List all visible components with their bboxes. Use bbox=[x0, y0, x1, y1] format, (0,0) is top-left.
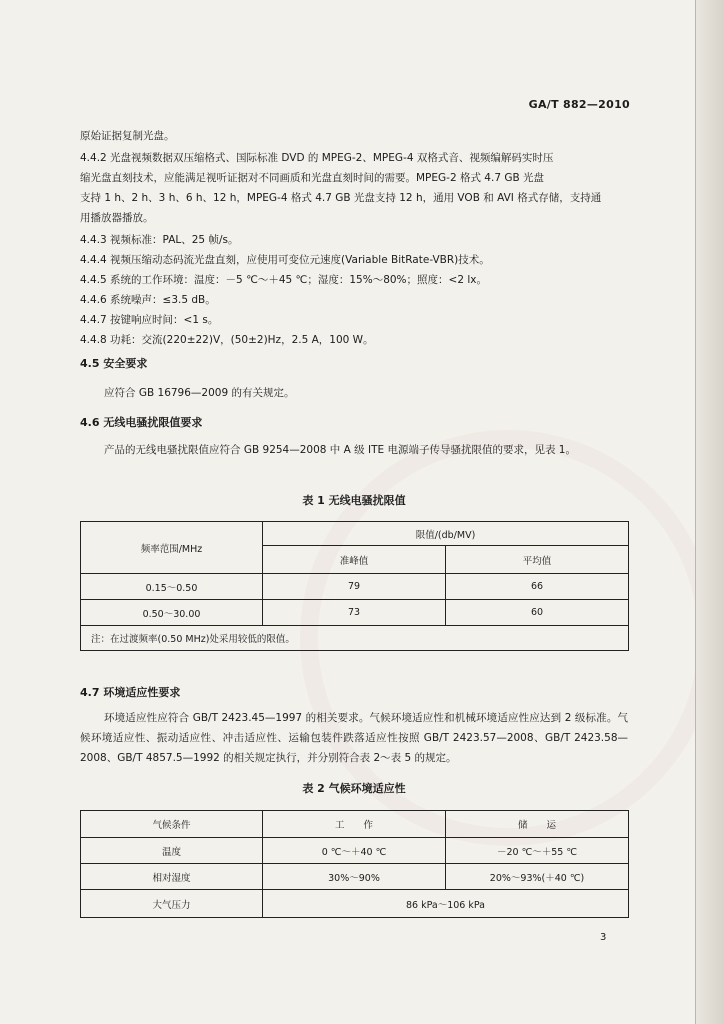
table-cell: 0 ℃～＋40 ℃ bbox=[263, 838, 446, 864]
table-cell: －20 ℃～＋55 ℃ bbox=[446, 838, 629, 864]
table-row bbox=[81, 574, 629, 600]
table-row bbox=[81, 864, 629, 890]
document-id: GA/T 882—2010 bbox=[528, 98, 630, 111]
section-heading: 4.6 无线电骚扰限值要求 bbox=[80, 416, 203, 429]
table-row bbox=[81, 838, 629, 864]
table-cell: 0.15～0.50 bbox=[81, 574, 263, 600]
table-cell: 79 bbox=[263, 574, 446, 600]
text-line: 4.4.7 按键响应时间：<1 s。 bbox=[80, 314, 219, 326]
table-row bbox=[81, 890, 629, 918]
table-header-cell: 平均值 bbox=[446, 546, 629, 574]
text-line: 4.4.2 光盘视频数据双压缩格式、国际标准 DVD 的 MPEG-2、MPEG-4 双格式音、视频编解码实时压 bbox=[80, 152, 554, 164]
table-cell: 0.50～30.00 bbox=[81, 600, 263, 626]
table-header-cell: 频率范围/MHz bbox=[81, 522, 263, 574]
text-line: 4.4.6 系统噪声：≤3.5 dB。 bbox=[80, 294, 216, 306]
table-cell: 73 bbox=[263, 600, 446, 626]
table-caption: 表 1 无线电骚扰限值 bbox=[302, 494, 406, 507]
table-cell: 66 bbox=[446, 574, 629, 600]
emission-limit-table bbox=[80, 521, 629, 651]
section-heading: 4.7 环境适应性要求 bbox=[80, 686, 181, 699]
table-header-cell: 准峰值 bbox=[263, 546, 446, 574]
page-number: 3 bbox=[600, 932, 607, 943]
climate-adaptability-table bbox=[80, 810, 629, 918]
table-cell: 60 bbox=[446, 600, 629, 626]
table-cell: 温度 bbox=[81, 838, 263, 864]
table-cell: 相对湿度 bbox=[81, 864, 263, 890]
text-line: 原始证据复制光盘。 bbox=[80, 130, 175, 142]
text-line: 4.4.4 视频压缩动态码流光盘直刻，应使用可变位元速度(Variable BitRate-VBR)技术。 bbox=[80, 254, 490, 266]
table-caption: 表 2 气候环境适应性 bbox=[302, 782, 406, 795]
text-line: 缩光盘直刻技术，应能满足视听证据对不同画质和光盘直刻时间的需要。MPEG-2 格式 4.7 GB 光盘 bbox=[80, 172, 545, 184]
table-cell: 30%～90% bbox=[263, 864, 446, 890]
adjacent-page-edge bbox=[695, 0, 724, 1024]
table-row bbox=[81, 600, 629, 626]
table-header-cell: 储 运 bbox=[446, 811, 629, 838]
text-line: 支持 1 h、2 h、3 h、6 h、12 h，MPEG-4 格式 4.7 GB 光盘支持 12 h，通用 VOB 和 AVI 格式存储，支持通 bbox=[80, 192, 602, 204]
table-header-cell: 限值/(db/MV) bbox=[263, 522, 629, 546]
table-cell: 86 kPa～106 kPa bbox=[263, 890, 629, 918]
section-text: 应符合 GB 16796—2009 的有关规定。 bbox=[104, 387, 295, 399]
table-cell: 大气压力 bbox=[81, 890, 263, 918]
table-header-cell: 气候条件 bbox=[81, 811, 263, 838]
text-line: 用播放器播放。 bbox=[80, 212, 154, 224]
table-header-cell: 工 作 bbox=[263, 811, 446, 838]
section-heading: 4.5 安全要求 bbox=[80, 357, 148, 370]
section-text: 环境适应性应符合 GB/T 2423.45—1997 的相关要求。气候环境适应性和机械环境适应性应达到 2 级标准。气候环境适应性、振动适应性、冲击适应性、运输包装件跌落适应性按照 GB/T 2423.57—2008、GB/T 2423.58—2008、GB/T 4857.5—1992 的相关规定执行，并分别符合表 2～表 5 的规定。 bbox=[80, 712, 628, 764]
table-note: 注：在过渡频率(0.50 MHz)处采用较低的限值。 bbox=[81, 626, 629, 651]
text-line: 4.4.3 视频标准：PAL、25 帧/s。 bbox=[80, 234, 239, 246]
section-text: 产品的无线电骚扰限值应符合 GB 9254—2008 中 A 级 ITE 电源端子传导骚扰限值的要求，见表 1。 bbox=[104, 444, 576, 456]
text-line: 4.4.8 功耗：交流(220±22)V，(50±2)Hz，2.5 A，100 W。 bbox=[80, 334, 374, 346]
text-line: 4.4.5 系统的工作环境：温度：－5 ℃～＋45 ℃；湿度：15%～80%；照度：<2 lx。 bbox=[80, 274, 487, 286]
table-cell: 20%～93%(＋40 ℃) bbox=[446, 864, 629, 890]
